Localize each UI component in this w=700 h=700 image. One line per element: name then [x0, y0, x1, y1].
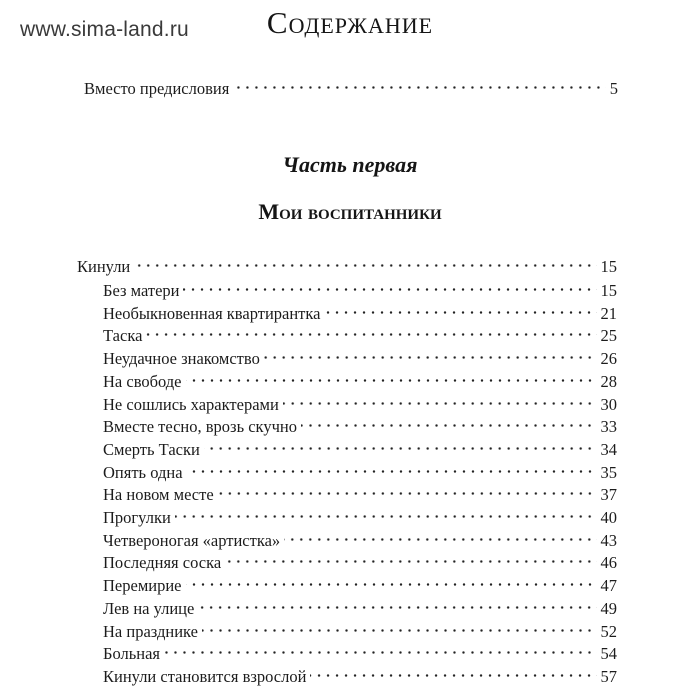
toc-entry-page: 28: [600, 371, 617, 391]
toc-entry-page: 52: [600, 621, 617, 641]
toc-entry: [103, 573, 617, 595]
toc-entry-page: 5: [609, 79, 618, 98]
toc-entry: [103, 437, 617, 459]
toc-entry: [103, 414, 617, 436]
toc-entry-page: 34: [600, 439, 617, 459]
toc-entry-title: Вместе тесно, врозь скучно: [103, 417, 297, 437]
toc-entry: [103, 392, 617, 414]
dot-leader: [218, 484, 597, 502]
dot-leader: [186, 575, 597, 593]
toc-entry-title: Кинули становится взрослой: [103, 666, 307, 686]
dot-leader: [198, 598, 596, 616]
toc-entry-title: Прогулки: [103, 508, 171, 527]
toc-entry: [103, 482, 617, 504]
toc-entry-page: 25: [600, 326, 617, 346]
toc-entry-title: Кинули: [77, 257, 131, 276]
watermark-text: www.sima-land.ru: [20, 18, 189, 41]
dot-leader: [187, 462, 597, 480]
toc-entry: [103, 550, 617, 572]
toc-entry-page: 37: [600, 485, 617, 505]
toc-entry: [103, 460, 617, 482]
toc-entry-page: 15: [600, 281, 617, 300]
dot-leader: [164, 643, 596, 661]
dot-leader: [186, 371, 597, 389]
toc-entry-page: 35: [600, 462, 617, 482]
toc-entry-page: 26: [600, 349, 617, 369]
toc-entry: [103, 301, 617, 323]
dot-leader: [225, 552, 596, 570]
toc-entry: [103, 664, 617, 686]
toc-entry-title: Лев на улице: [103, 598, 195, 618]
toc-entry-title: Опять одна: [103, 462, 183, 482]
toc-entry-title: Неудачное знакомство: [103, 349, 260, 369]
dot-leader: [183, 280, 596, 298]
dot-leader: [310, 666, 596, 684]
toc-entry-title: Больная: [103, 644, 161, 664]
toc-chapter-entry: [77, 254, 617, 276]
toc-entry-title: Четвероногая «артистка»: [103, 530, 281, 550]
toc-entry-page: 30: [600, 394, 617, 414]
dot-leader: [134, 256, 596, 274]
toc-entry-title: Таска: [103, 326, 143, 346]
dot-leader: [233, 78, 605, 96]
dot-leader: [301, 416, 597, 434]
toc-entry: [103, 369, 617, 391]
page-title: Содержание: [266, 5, 434, 40]
toc-entry: [103, 323, 617, 345]
toc-entry-preface: [84, 76, 618, 98]
toc-entry: [103, 278, 617, 300]
toc-entry-page: 43: [600, 530, 617, 550]
dot-leader: [283, 394, 597, 412]
dot-leader: [146, 325, 596, 343]
toc-entry-page: 15: [600, 257, 617, 276]
toc-entry-title: На новом месте: [103, 485, 214, 505]
dot-leader: [175, 507, 597, 525]
toc-entry-title: Последняя соска: [103, 553, 222, 573]
toc-entry-title: Не сошлись характерами: [103, 394, 279, 414]
dot-leader: [202, 621, 597, 639]
part-label: Часть первая: [282, 152, 418, 177]
toc-entry-page: 49: [600, 598, 617, 618]
toc-entry-title: Без матери: [103, 281, 180, 300]
toc-entry: [103, 528, 617, 550]
toc-entry-page: 21: [600, 303, 617, 323]
dot-leader: [284, 530, 596, 548]
toc-entry-page: 57: [600, 666, 617, 686]
toc-entry: [103, 346, 617, 368]
dot-leader: [324, 303, 596, 321]
toc-entry-title: Перемирие: [103, 576, 182, 596]
toc-entry: [103, 505, 617, 527]
dot-leader: [264, 348, 597, 366]
toc-entry-page: 40: [600, 508, 617, 527]
toc-entry: [103, 596, 617, 618]
toc-entry-page: 46: [600, 553, 617, 573]
toc-entry-title: Необыкновенная квартирантка: [103, 303, 321, 323]
toc-entry-title: На празднике: [103, 621, 198, 641]
toc-entry-page: 47: [600, 576, 617, 596]
part-title: Мои воспитанники: [258, 199, 442, 224]
toc-entry-page: 54: [600, 644, 617, 664]
toc-entry-title: Смерть Таски: [103, 439, 200, 459]
toc-entry: [103, 641, 617, 663]
toc-entry-title: Вместо предисловия: [84, 79, 230, 98]
toc-entry-title: На свободе: [103, 371, 182, 391]
toc-entry: [103, 619, 617, 641]
dot-leader: [204, 439, 597, 457]
toc-entry-page: 33: [600, 417, 617, 437]
